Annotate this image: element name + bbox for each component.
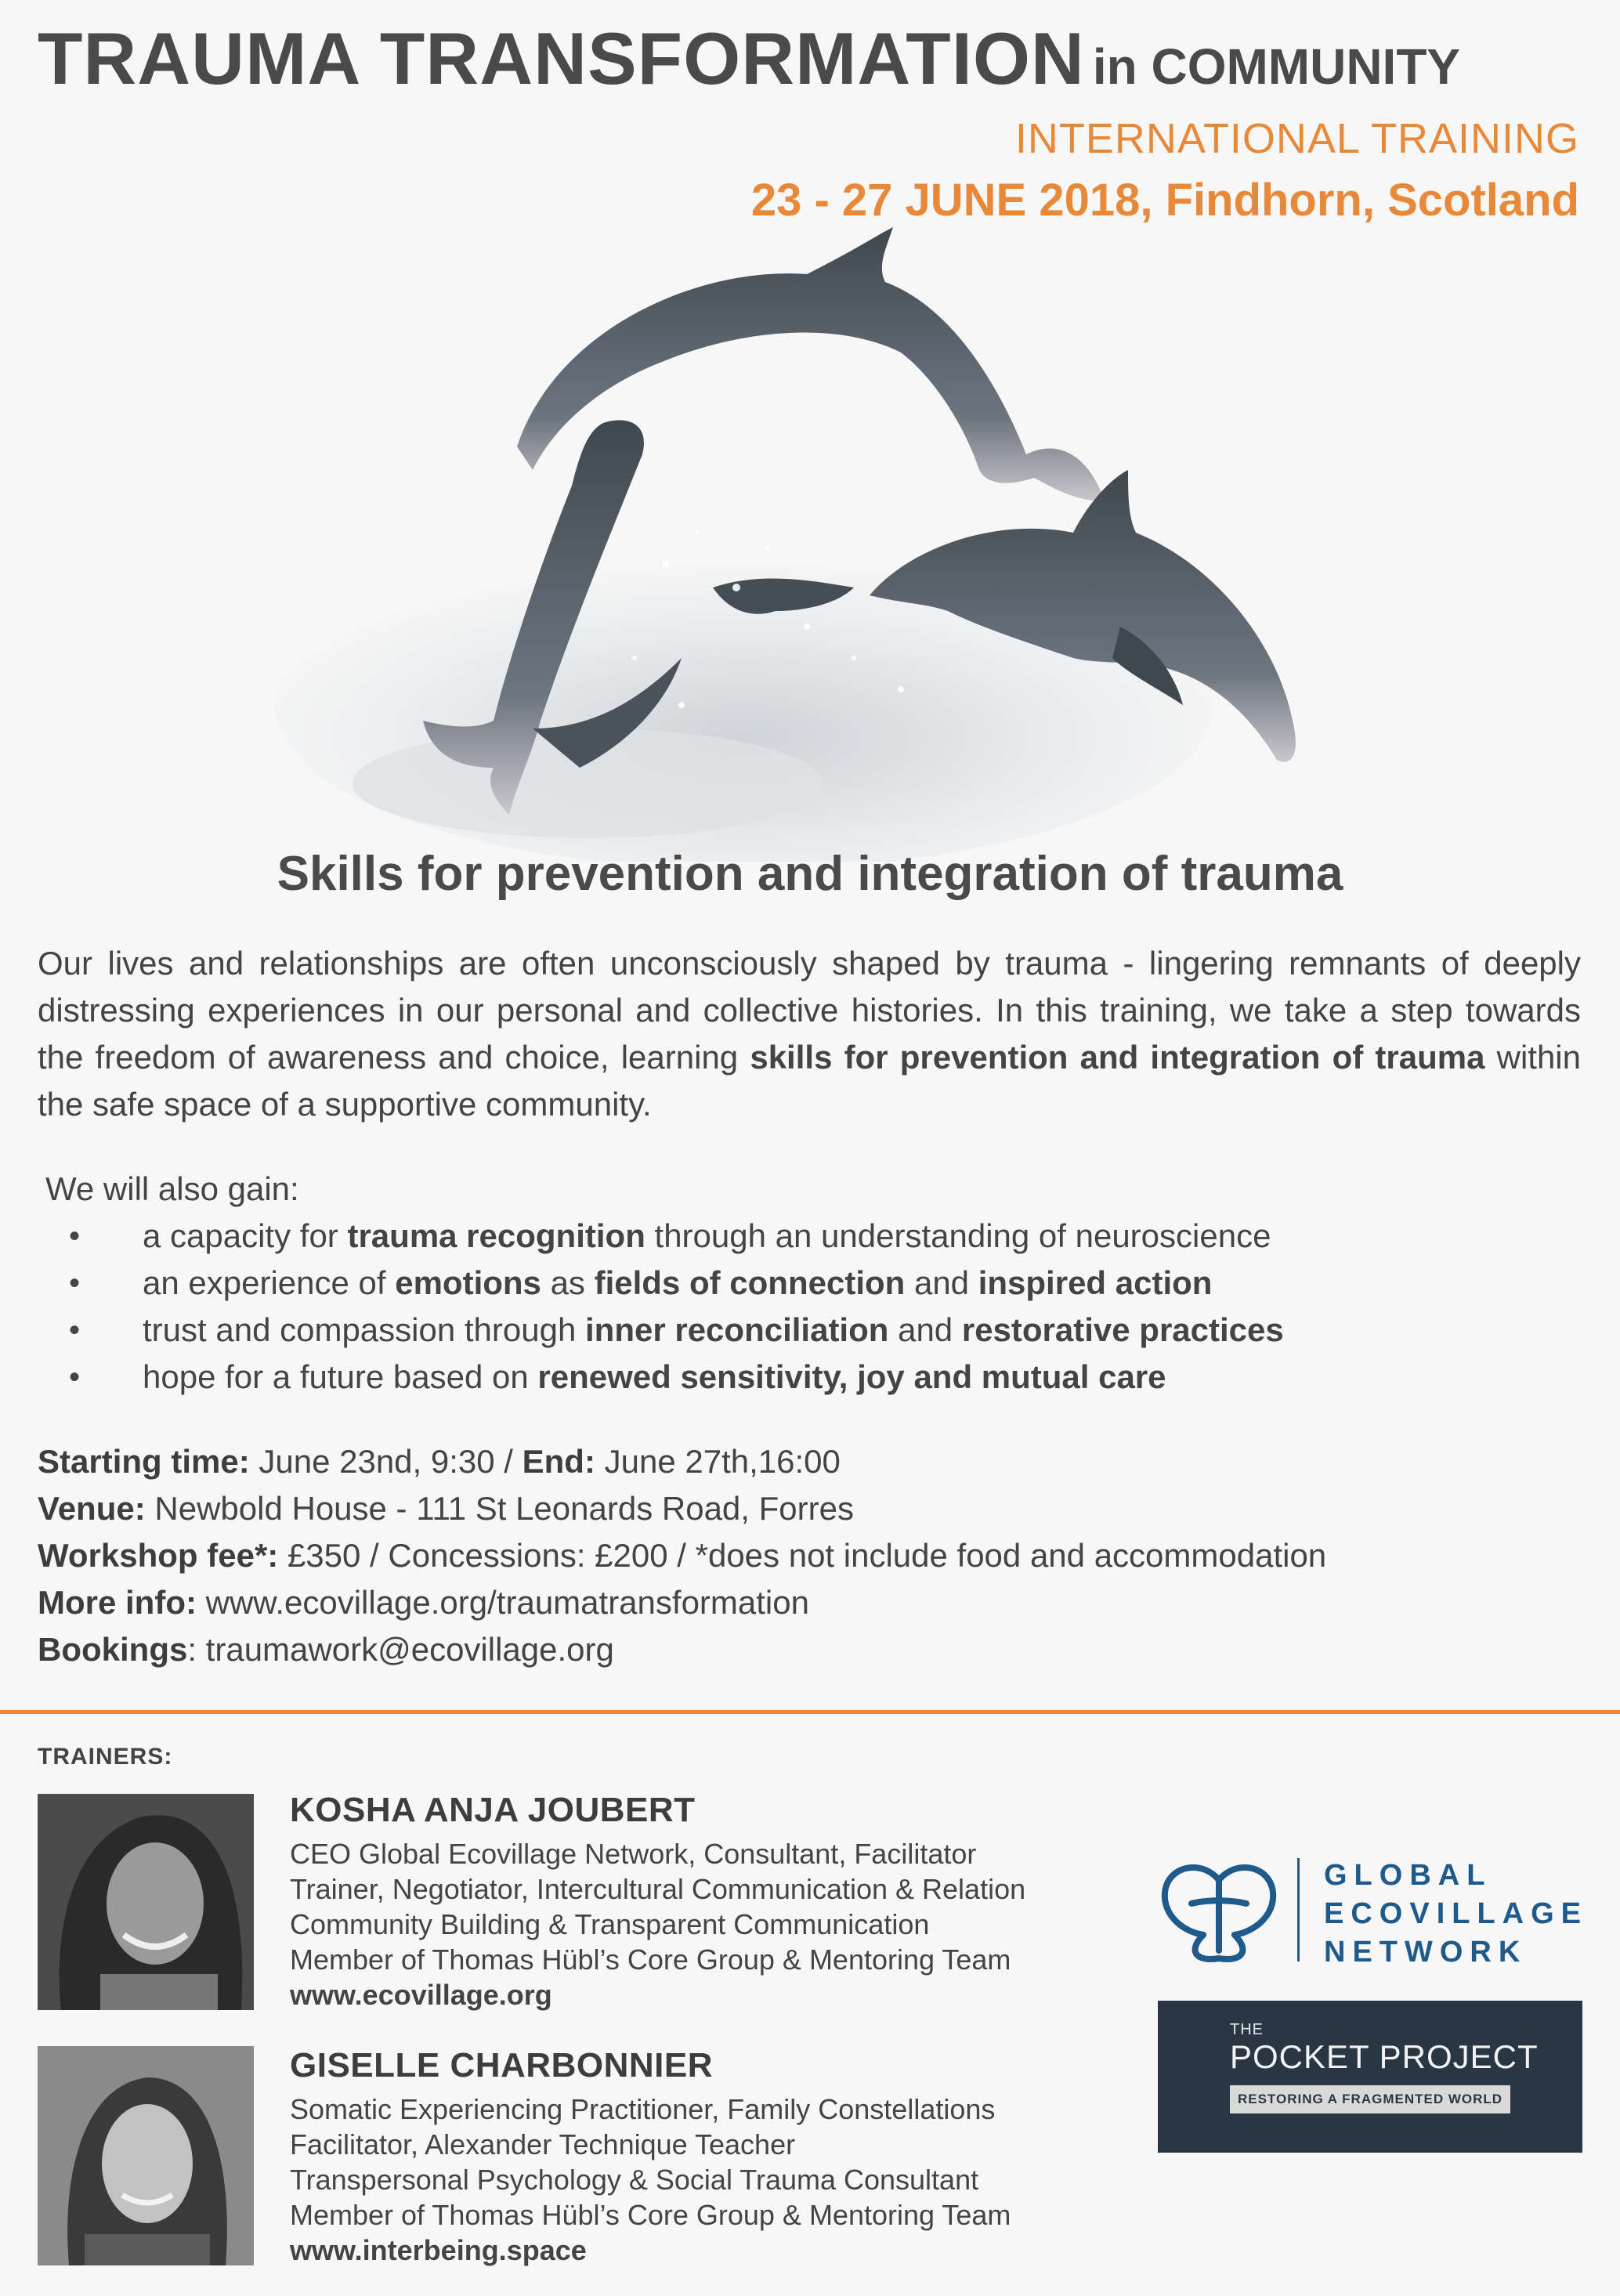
intro-part-2: within the safe space of a supportive community. — [38, 1039, 1581, 1123]
trainer-bio — [290, 2092, 1011, 2268]
gain-bold: restorative practices — [961, 1311, 1284, 1348]
gain-bold: fields of connection — [594, 1264, 906, 1301]
event-details — [38, 1438, 1326, 1673]
detail-info — [38, 1579, 1326, 1626]
bio-line: Member of Thomas Hübl’s Core Group & Mentoring Team — [290, 2199, 1011, 2231]
trainer-name: GISELLE CHARBONNIER — [290, 2046, 713, 2084]
gain-text: trust and compassion through — [143, 1311, 585, 1348]
bookings-label: Bookings — [38, 1631, 188, 1668]
gains-label: We will also gain: — [45, 1170, 299, 1207]
intro-bold: skills for prevention and integration of trauma — [750, 1039, 1485, 1076]
bio-line: CEO Global Ecovillage Network, Consultant, Facilitator — [290, 1838, 977, 1870]
detail-time — [38, 1438, 1326, 1485]
gen-logo-icon — [1156, 1857, 1282, 1966]
detail-fee — [38, 1532, 1326, 1579]
list-item — [69, 1213, 1284, 1260]
title-suffix: in COMMUNITY — [1092, 38, 1461, 95]
info-link[interactable]: www.ecovillage.org/traumatransformation — [196, 1584, 809, 1621]
list-item — [69, 1260, 1284, 1307]
detail-venue — [38, 1485, 1326, 1532]
trainer-website-link[interactable]: www.interbeing.space — [290, 2234, 587, 2266]
trainer-name: KOSHA ANJA JOUBERT — [290, 1791, 696, 1829]
gain-text: as — [541, 1264, 595, 1301]
list-item — [69, 1354, 1284, 1401]
gen-word: NETWORK — [1324, 1936, 1528, 1969]
dolphins-illustration — [259, 219, 1512, 862]
fee-label: Workshop fee*: — [38, 1537, 279, 1574]
bookings-email[interactable]: : traumawork@ecovillage.org — [187, 1631, 614, 1668]
bio-line: Somatic Experiencing Practitioner, Family Constellations — [290, 2093, 996, 2125]
intro-paragraph — [38, 940, 1581, 1128]
gain-bold: renewed sensitivity, joy and mutual care — [537, 1358, 1166, 1395]
subtitle: INTERNATIONAL TRAINING — [1014, 115, 1579, 162]
bio-line: Trainer, Negotiator, Intercultural Communication & Relation — [290, 1873, 1026, 1905]
pocket-the: THE — [1230, 2021, 1264, 2038]
trainer-photo-giselle — [38, 2046, 254, 2265]
venue-value: Newbold House - 111 St Leonards Road, Forres — [145, 1490, 854, 1527]
page-title — [38, 17, 1461, 99]
gain-bold: inner reconciliation — [585, 1311, 889, 1348]
gain-text: through an understanding of neuroscience — [645, 1217, 1271, 1254]
gain-text: a capacity for — [143, 1217, 348, 1254]
pocket-name: POCKET PROJECT — [1230, 2038, 1539, 2075]
start-value: June 23nd, 9:30 / — [249, 1443, 523, 1480]
event-dateline: 23 - 27 JUNE 2018, Findhorn, Scotland — [750, 175, 1579, 226]
trainers-label: TRAINERS: — [38, 1744, 173, 1770]
bullet: • — [69, 1219, 81, 1253]
gain-text: and — [888, 1311, 962, 1348]
tagline: Skills for prevention and integration of trauma — [277, 847, 1343, 901]
detail-bookings — [38, 1626, 1326, 1673]
gain-text: and — [905, 1264, 978, 1301]
start-label: Starting time: — [38, 1443, 250, 1480]
gen-logo-divider — [1297, 1858, 1300, 1962]
list-item — [69, 1307, 1284, 1354]
trainer-photo-kosha — [38, 1794, 254, 2010]
bullet: • — [69, 1360, 81, 1394]
pocket-project-logo — [1158, 2001, 1582, 2153]
gain-bold: emotions — [395, 1264, 541, 1301]
bullet: • — [69, 1266, 81, 1300]
gain-text: an experience of — [143, 1264, 396, 1301]
venue-label: Venue: — [38, 1490, 146, 1527]
bullet: • — [69, 1313, 81, 1347]
divider — [0, 1710, 1620, 1714]
end-value: June 27th,16:00 — [595, 1443, 841, 1480]
gains-list — [69, 1213, 1284, 1401]
bio-line: Community Building & Transparent Communication — [290, 1908, 930, 1940]
bio-line: Facilitator, Alexander Technique Teacher — [290, 2128, 796, 2160]
trainer-bio — [290, 1836, 1025, 2012]
gain-bold: trauma recognition — [347, 1217, 645, 1254]
trainer-website-link[interactable]: www.ecovillage.org — [290, 1979, 552, 2011]
gain-bold: inspired action — [978, 1264, 1213, 1301]
bio-line: Transpersonal Psychology & Social Trauma Consultant — [290, 2164, 979, 2196]
fee-value: £350 / Concessions: £200 / *does not include food and accommodation — [278, 1537, 1327, 1574]
gen-logo-text — [1324, 1857, 1588, 1972]
gen-word: GLOBAL — [1324, 1859, 1492, 1892]
intro-part-1: Our lives and relationships are often unconsciously shaped by trauma - lingering remnants of deeply distressing experiences in our personal and collective histories. In this training, we take a step towards the freedom of awareness and choice, learning — [38, 945, 1581, 1076]
title-main: TRAUMA TRANSFORMATION — [38, 17, 1085, 99]
pocket-tagline: RESTORING A FRAGMENTED WORLD — [1230, 2085, 1510, 2113]
info-label: More info: — [38, 1584, 197, 1621]
end-label: End: — [522, 1443, 595, 1480]
gain-text: hope for a future based on — [143, 1358, 538, 1395]
bio-line: Member of Thomas Hübl’s Core Group & Mentoring Team — [290, 1943, 1011, 1976]
gen-word: ECOVILLAGE — [1324, 1897, 1589, 1930]
